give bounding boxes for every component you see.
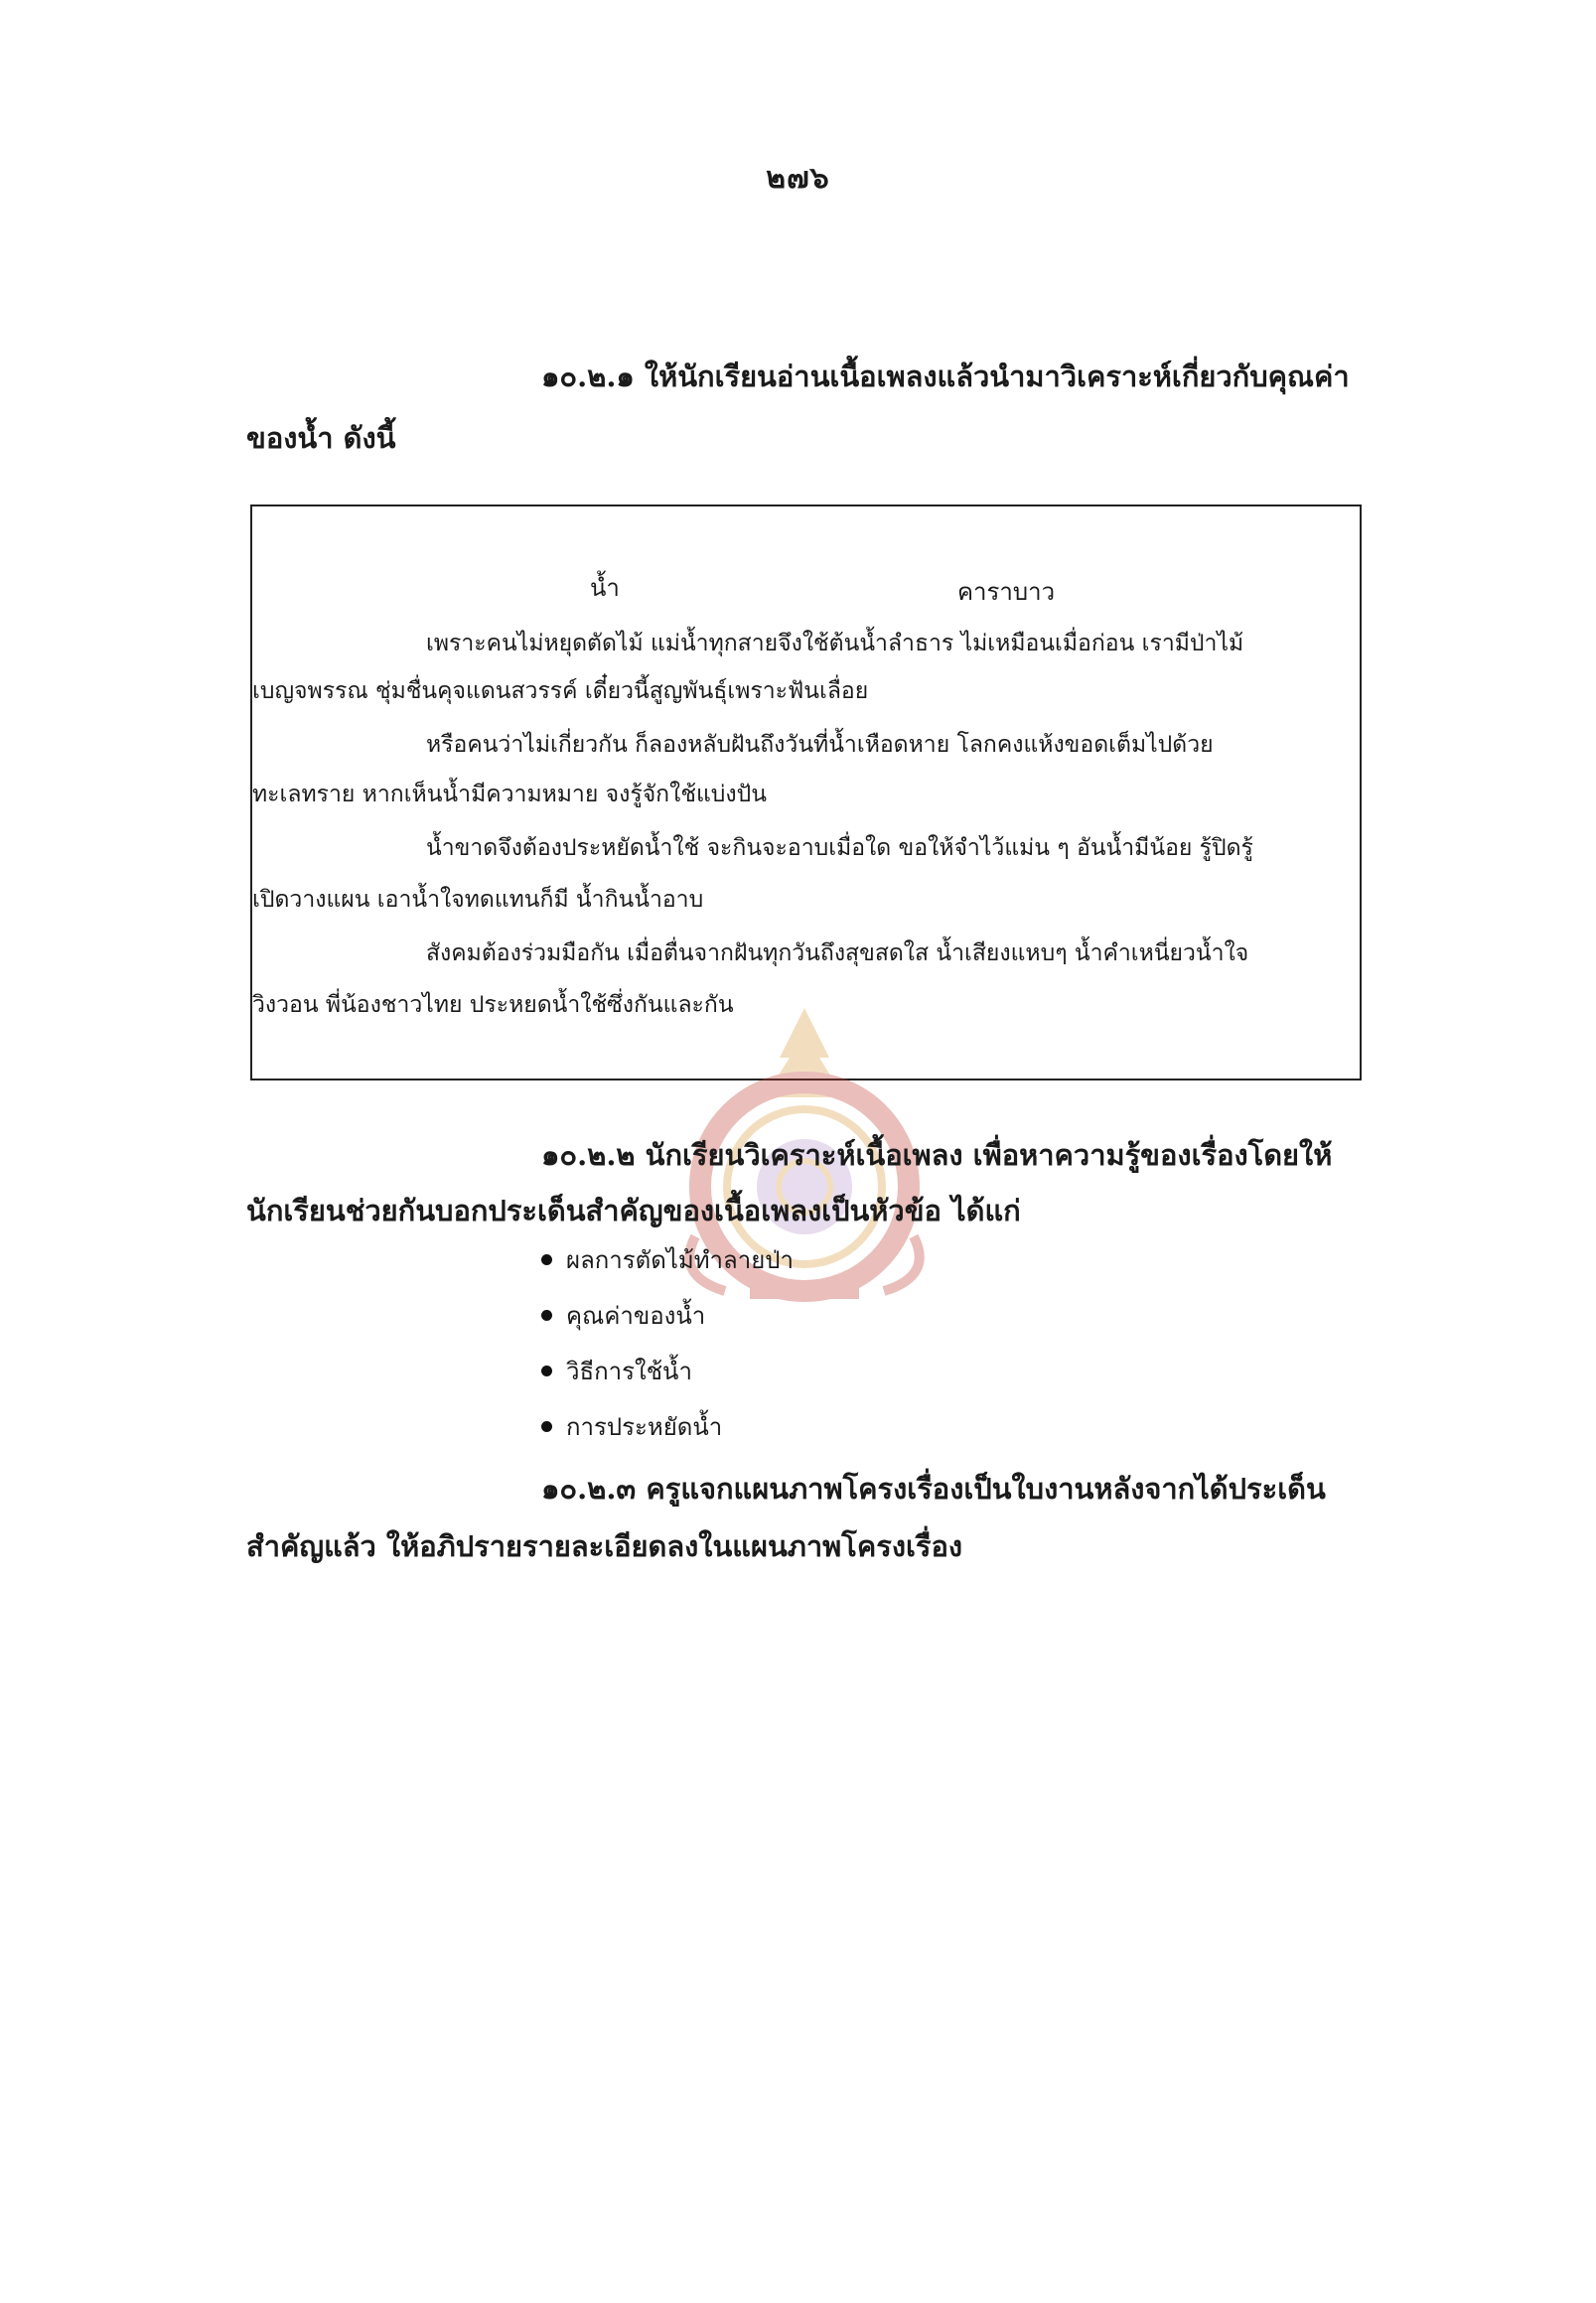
list-item-label: ผลการตัดไม้ทำลายป่า [566,1245,794,1274]
verse-4-line-1: สังคมต้องร่วมมือกัน เมื่อตื่นจากฝันทุกวันถึงสุขสดใส น้ำเสียงแหบๆ น้ำคำเหนี่ยวน้ำใจ [426,940,1249,966]
section-3-heading: ๑๐.๒.๓ ครูแจกแผนภาพโครงเรื่องเป็นใบงานหลังจากได้ประเด็น [541,1472,1326,1506]
bullet-icon [541,1254,552,1265]
song-lyrics-box [250,504,1362,1080]
verse-1-line-2: เบญจพรรณ ชุ่มชื่นคุจแดนสวรรค์ เดี๋ยวนี้สูญพันธุ์เพราะฟันเลื่อย [252,678,869,704]
bullet-icon [541,1366,552,1376]
bullet-icon [541,1310,552,1321]
section-2-continuation: นักเรียนช่วยกันบอกประเด็นสำคัญของเนื้อเพลงเป็นหัวข้อ ได้แก่ [246,1194,1021,1227]
section-3-continuation: สำคัญแล้ว ให้อภิปรายรายละเอียดลงในแผนภาพโครงเรื่อง [246,1529,963,1563]
bullet-icon [541,1421,552,1432]
verse-3-line-2: เปิดวางแผน เอาน้ำใจทดแทนก็มี น้ำกินน้ำอาบ [252,887,704,913]
verse-4-line-2: วิงวอน พี่น้องชาวไทย ประหยดน้ำใช้ซึ่งกันและกัน [252,992,734,1018]
key-points-list [541,1231,794,1454]
verse-1-line-1: เพราะคนไม่หยุดตัดไม้ แม่น้ำทุกสายจึงใช้ต้นน้ำลำธาร ไม่เหมือนเมื่อก่อน เรามีป่าไม้ [426,631,1244,656]
verse-3-line-1: น้ำขาดจึงต้องประหยัดน้ำใช้ จะกินจะอาบเมื่อใด ขอให้จำไว้แม่น ๆ อันน้ำมีน้อย รู้ปิดรู้ [426,835,1253,861]
song-title: น้ำ [590,574,620,602]
list-item-label: คุณค่าของน้ำ [566,1301,706,1330]
section-1-heading: ๑๐.๒.๑ ให้นักเรียนอ่านเนื้อเพลงแล้วนำมาวิเคราะห์เกี่ยวกับคุณค่า [541,360,1350,393]
section-1-continuation: ของน้ำ ดังนี้ [246,421,396,455]
list-item [541,1398,794,1454]
list-item [541,1287,794,1343]
list-item-label: การประหยัดน้ำ [566,1412,723,1441]
page-number: ๒๗๖ [766,161,830,196]
song-artist: คาราบาว [957,578,1056,606]
verse-2-line-1: หรือคนว่าไม่เกี่ยวกัน ก็ลองหลับฝันถึงวันที่น้ำเหือดหาย โลกคงแห้งขอดเต็มไปด้วย [426,732,1214,758]
section-2-heading: ๑๐.๒.๒ นักเรียนวิเคราะห์เนื้อเพลง เพื่อหาความรู้ของเรื่องโดยให้ [541,1138,1333,1172]
list-item [541,1343,794,1398]
verse-2-line-2: ทะเลทราย หากเห็นน้ำมีความหมาย จงรู้จักใช้แบ่งปัน [252,782,767,807]
list-item [541,1231,794,1287]
list-item-label: วิธีการใช้น้ำ [566,1357,692,1385]
